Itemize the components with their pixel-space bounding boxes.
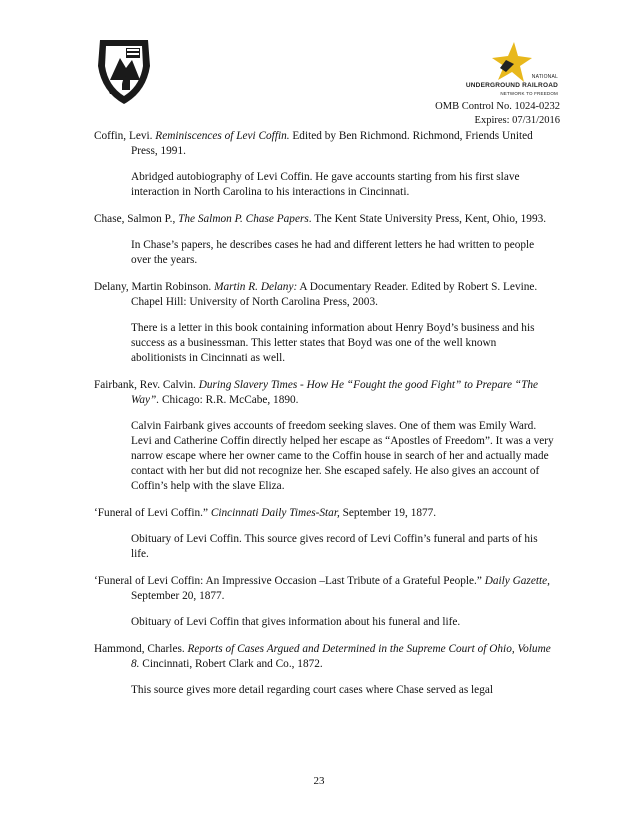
entry-citation: Coffin, Levi. Reminiscences of Levi Coffin. Edited by Ben Richmond. Richmond, Friends United Press, 1991.	[94, 130, 533, 157]
entry-citation: Hammond, Charles. Reports of Cases Argued and Determined in the Supreme Court of Ohio, Volume 8. Cincinnati, Robert Clark and Co., 1872.	[94, 643, 551, 670]
bibliography-entry	[94, 378, 554, 494]
entry-annotation: Obituary of Levi Coffin that gives information about his funeral and life.	[131, 616, 461, 628]
logo-line-network-to-freedom: NETWORK TO FREEDOM	[500, 91, 558, 96]
entry-title: The Salmon P. Chase Papers	[178, 213, 309, 225]
entry-annotation: There is a letter in this book containing information about Henry Boyd’s business and his success as a businessman. This letter states that Boyd was one of the well known abolitionists in Cincinnati as well.	[131, 322, 535, 364]
entry-annotation: Calvin Fairbank gives accounts of freedom seeking slaves. One of them was Emily Ward. Levi and Catherine Coffin directly helped her escape as “Apostles of Freedom”. It was a very narrow escape where her owner came to the Coffin house in search of her and actually made contact with her but did not recognize her. She escaped safely. He also gives an account of Coffin’s help with the slave Eliza.	[131, 420, 554, 492]
bibliography-entry	[94, 506, 554, 562]
expiration-date: Expires: 07/31/2016	[474, 115, 560, 126]
underground-railroad-logo	[465, 40, 558, 102]
bibliography-entry	[94, 212, 554, 268]
entry-annotation: This source gives more detail regarding court cases where Chase served as legal	[131, 684, 493, 696]
page-number: 23	[313, 775, 325, 787]
bibliography-entry	[94, 642, 554, 698]
omb-control-block	[435, 100, 560, 128]
entry-title: Martin R. Delany:	[214, 281, 298, 293]
entry-citation: ‘Funeral of Levi Coffin.” Cincinnati Daily Times-Star, September 19, 1877.	[94, 507, 437, 519]
bibliography-entry	[94, 574, 554, 630]
bibliography-entry	[94, 129, 554, 200]
bibliography-list	[94, 129, 554, 710]
entry-title: Daily Gazette,	[484, 575, 550, 587]
entry-citation: ‘Funeral of Levi Coffin: An Impressive Occasion –Last Tribute of a Grateful People.” Daily Gazette, September 20, 1877.	[94, 575, 550, 602]
logo-line-underground-railroad: UNDERGROUND RAILROAD	[465, 82, 558, 89]
logo-line-national: NATIONAL	[531, 74, 558, 80]
entry-title: During Slavery Times - How He “Fought the good Fight” to Prepare “The Way”.	[131, 379, 539, 406]
nps-arrowhead-logo	[96, 36, 152, 106]
entry-citation: Chase, Salmon P., The Salmon P. Chase Papers. The Kent State University Press, Kent, Ohio, 1993.	[94, 213, 547, 225]
entry-citation: Fairbank, Rev. Calvin. During Slavery Times - How He “Fought the good Fight” to Prepare “The Way”. Chicago: R.R. McCabe, 1890.	[94, 379, 539, 406]
north-star-icon	[488, 40, 532, 84]
entry-annotation: In Chase’s papers, he describes cases he had and different letters he had written to people over the years.	[131, 239, 535, 266]
omb-control-number: OMB Control No. 1024-0232	[435, 101, 560, 112]
entry-annotation: Obituary of Levi Coffin. This source gives record of Levi Coffin’s funeral and parts of his life.	[131, 533, 538, 560]
bibliography-entry	[94, 280, 554, 366]
arrowhead-icon	[96, 36, 152, 106]
entry-title: Cincinnati Daily Times-Star,	[210, 507, 340, 519]
entry-citation: Delany, Martin Robinson. Martin R. Delany: A Documentary Reader. Edited by Robert S. Levine. Chapel Hill: University of North Carolina Press, 2003.	[94, 281, 538, 308]
entry-title: Reminiscences of Levi Coffin.	[155, 130, 290, 142]
entry-title: Reports of Cases Argued and Determined in the Supreme Court of Ohio, Volume 8.	[131, 643, 551, 670]
entry-annotation: Abridged autobiography of Levi Coffin. He gave accounts starting from his first slave interaction in North Carolina to his interactions in Cincinnati.	[131, 171, 520, 198]
